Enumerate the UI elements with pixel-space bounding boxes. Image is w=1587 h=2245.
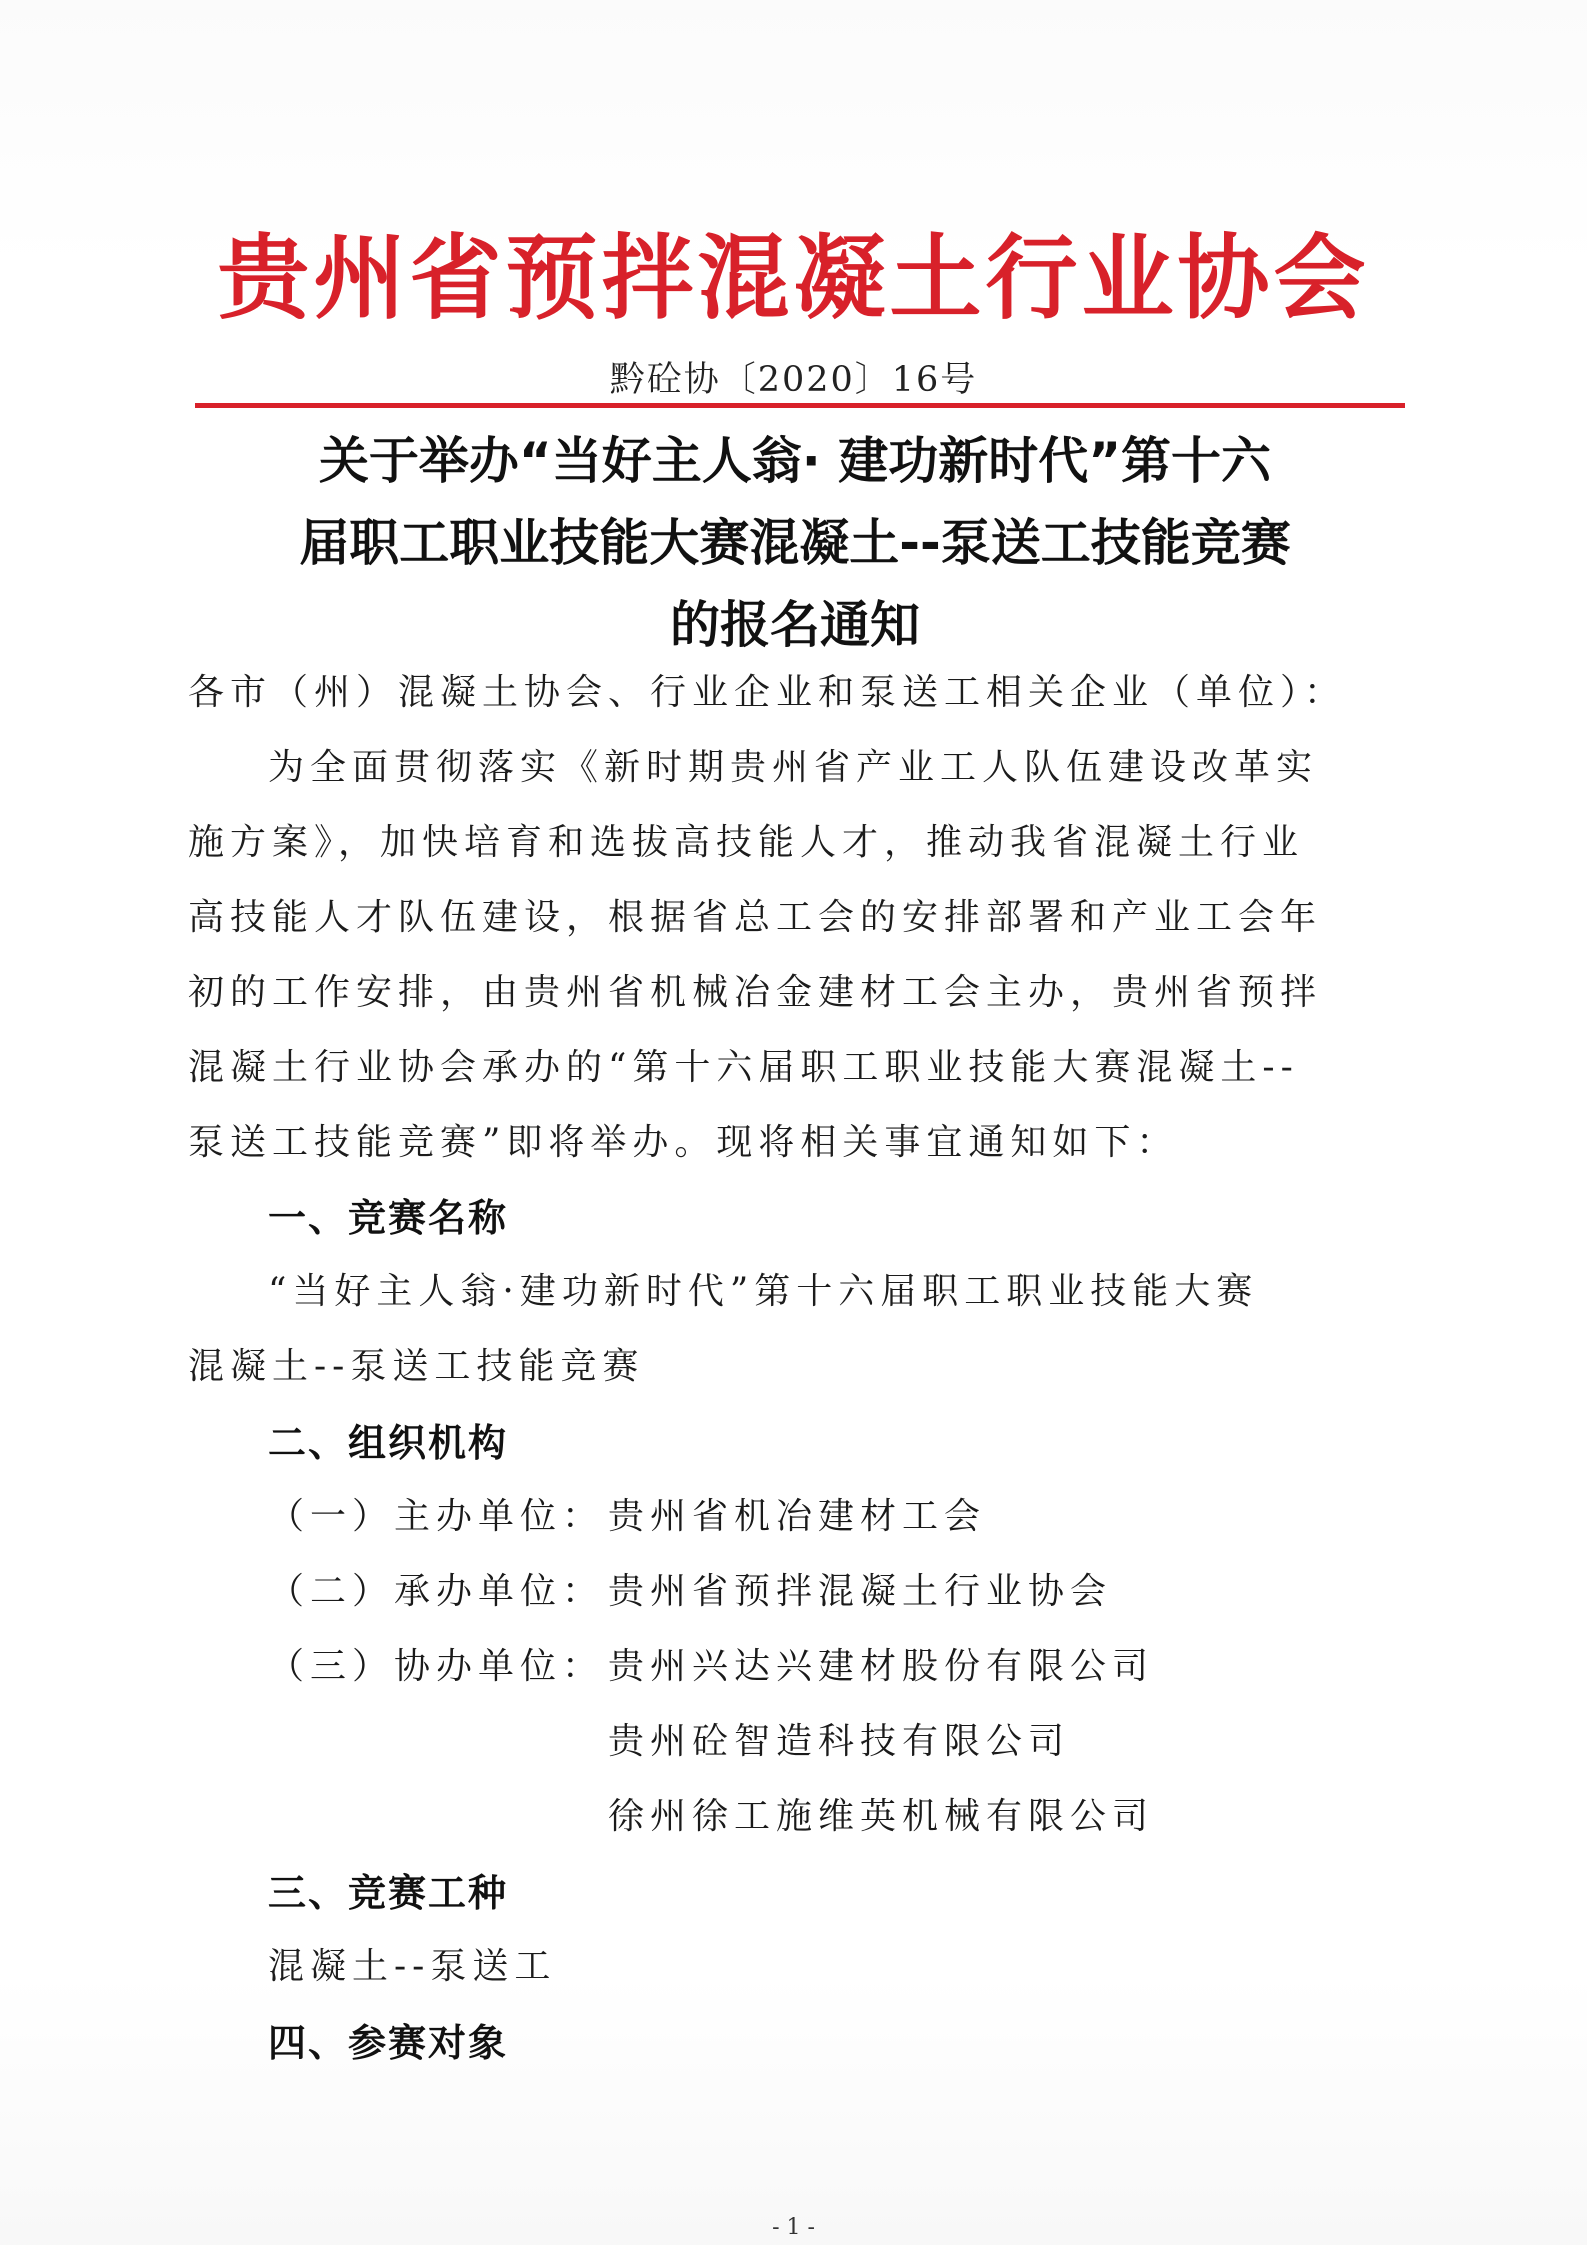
section-1-heading: 一、竞赛名称 bbox=[268, 1196, 509, 1240]
org-row-label: （三）协办单位： bbox=[268, 1646, 605, 1687]
org-row-co-organizer-2 bbox=[268, 1713, 1070, 1764]
intro-line-1: 为全面贯彻落实《新时期贵州省产业工人队伍建设改革实 bbox=[268, 747, 1319, 788]
org-name-header: 贵州省预拌混凝土行业协会 bbox=[217, 224, 1370, 332]
intro-line-5: 混凝土行业协会承办的“第十六届职工职业技能大赛混凝土-- bbox=[188, 1047, 1299, 1088]
section-1-line-2: 混凝土--泵送工技能竞赛 bbox=[188, 1346, 645, 1387]
section-3-heading: 三、竞赛工种 bbox=[268, 1871, 509, 1915]
section-1-line-1: “当好主人翁·建功新时代”第十六届职工职业技能大赛 bbox=[268, 1271, 1259, 1312]
notice-title-line-1: 关于举办“当好主人翁· 建功新时代”第十六 bbox=[318, 432, 1272, 490]
org-row-value: 贵州砼智造科技有限公司 bbox=[608, 1721, 1071, 1762]
red-divider-line bbox=[195, 403, 1405, 408]
page-number: - 1 - bbox=[772, 2215, 815, 2240]
section-2-heading: 二、组织机构 bbox=[268, 1421, 509, 1465]
document-number: 黔砼协〔2020〕16号 bbox=[609, 360, 978, 400]
org-row-value: 贵州兴达兴建材股份有限公司 bbox=[608, 1646, 1155, 1687]
section-4-heading: 四、参赛对象 bbox=[268, 2021, 509, 2065]
notice-title-line-2: 届职工职业技能大赛混凝土--泵送工技能竞赛 bbox=[299, 514, 1291, 572]
org-row-value: 贵州省机冶建材工会 bbox=[608, 1496, 987, 1537]
org-row-host bbox=[268, 1488, 986, 1539]
salutation: 各市（州）混凝土协会、行业企业和泵送工相关企业（单位）： bbox=[188, 672, 1347, 713]
org-row-organizer bbox=[268, 1563, 1112, 1614]
intro-line-3: 高技能人才队伍建设，根据省总工会的安排部署和产业工会年 bbox=[188, 897, 1323, 938]
intro-line-2: 施方案》，加快培育和选拔高技能人才，推动我省混凝土行业 bbox=[188, 822, 1305, 863]
org-row-value: 贵州省预拌混凝土行业协会 bbox=[608, 1571, 1113, 1612]
org-row-label: （一）主办单位： bbox=[268, 1496, 605, 1537]
org-row-co-organizer-3 bbox=[268, 1788, 1154, 1839]
notice-title bbox=[190, 420, 1400, 666]
org-row-label: （二）承办单位： bbox=[268, 1571, 605, 1612]
section-3-text: 混凝土--泵送工 bbox=[268, 1946, 557, 1987]
org-row-co-organizer bbox=[268, 1638, 1154, 1689]
notice-title-line-3: 的报名通知 bbox=[670, 596, 920, 654]
org-row-value: 徐州徐工施维英机械有限公司 bbox=[608, 1796, 1155, 1837]
intro-line-4: 初的工作安排，由贵州省机械冶金建材工会主办，贵州省预拌 bbox=[188, 972, 1323, 1013]
intro-line-6: 泵送工技能竞赛”即将举办。现将相关事宜通知如下： bbox=[188, 1122, 1179, 1163]
